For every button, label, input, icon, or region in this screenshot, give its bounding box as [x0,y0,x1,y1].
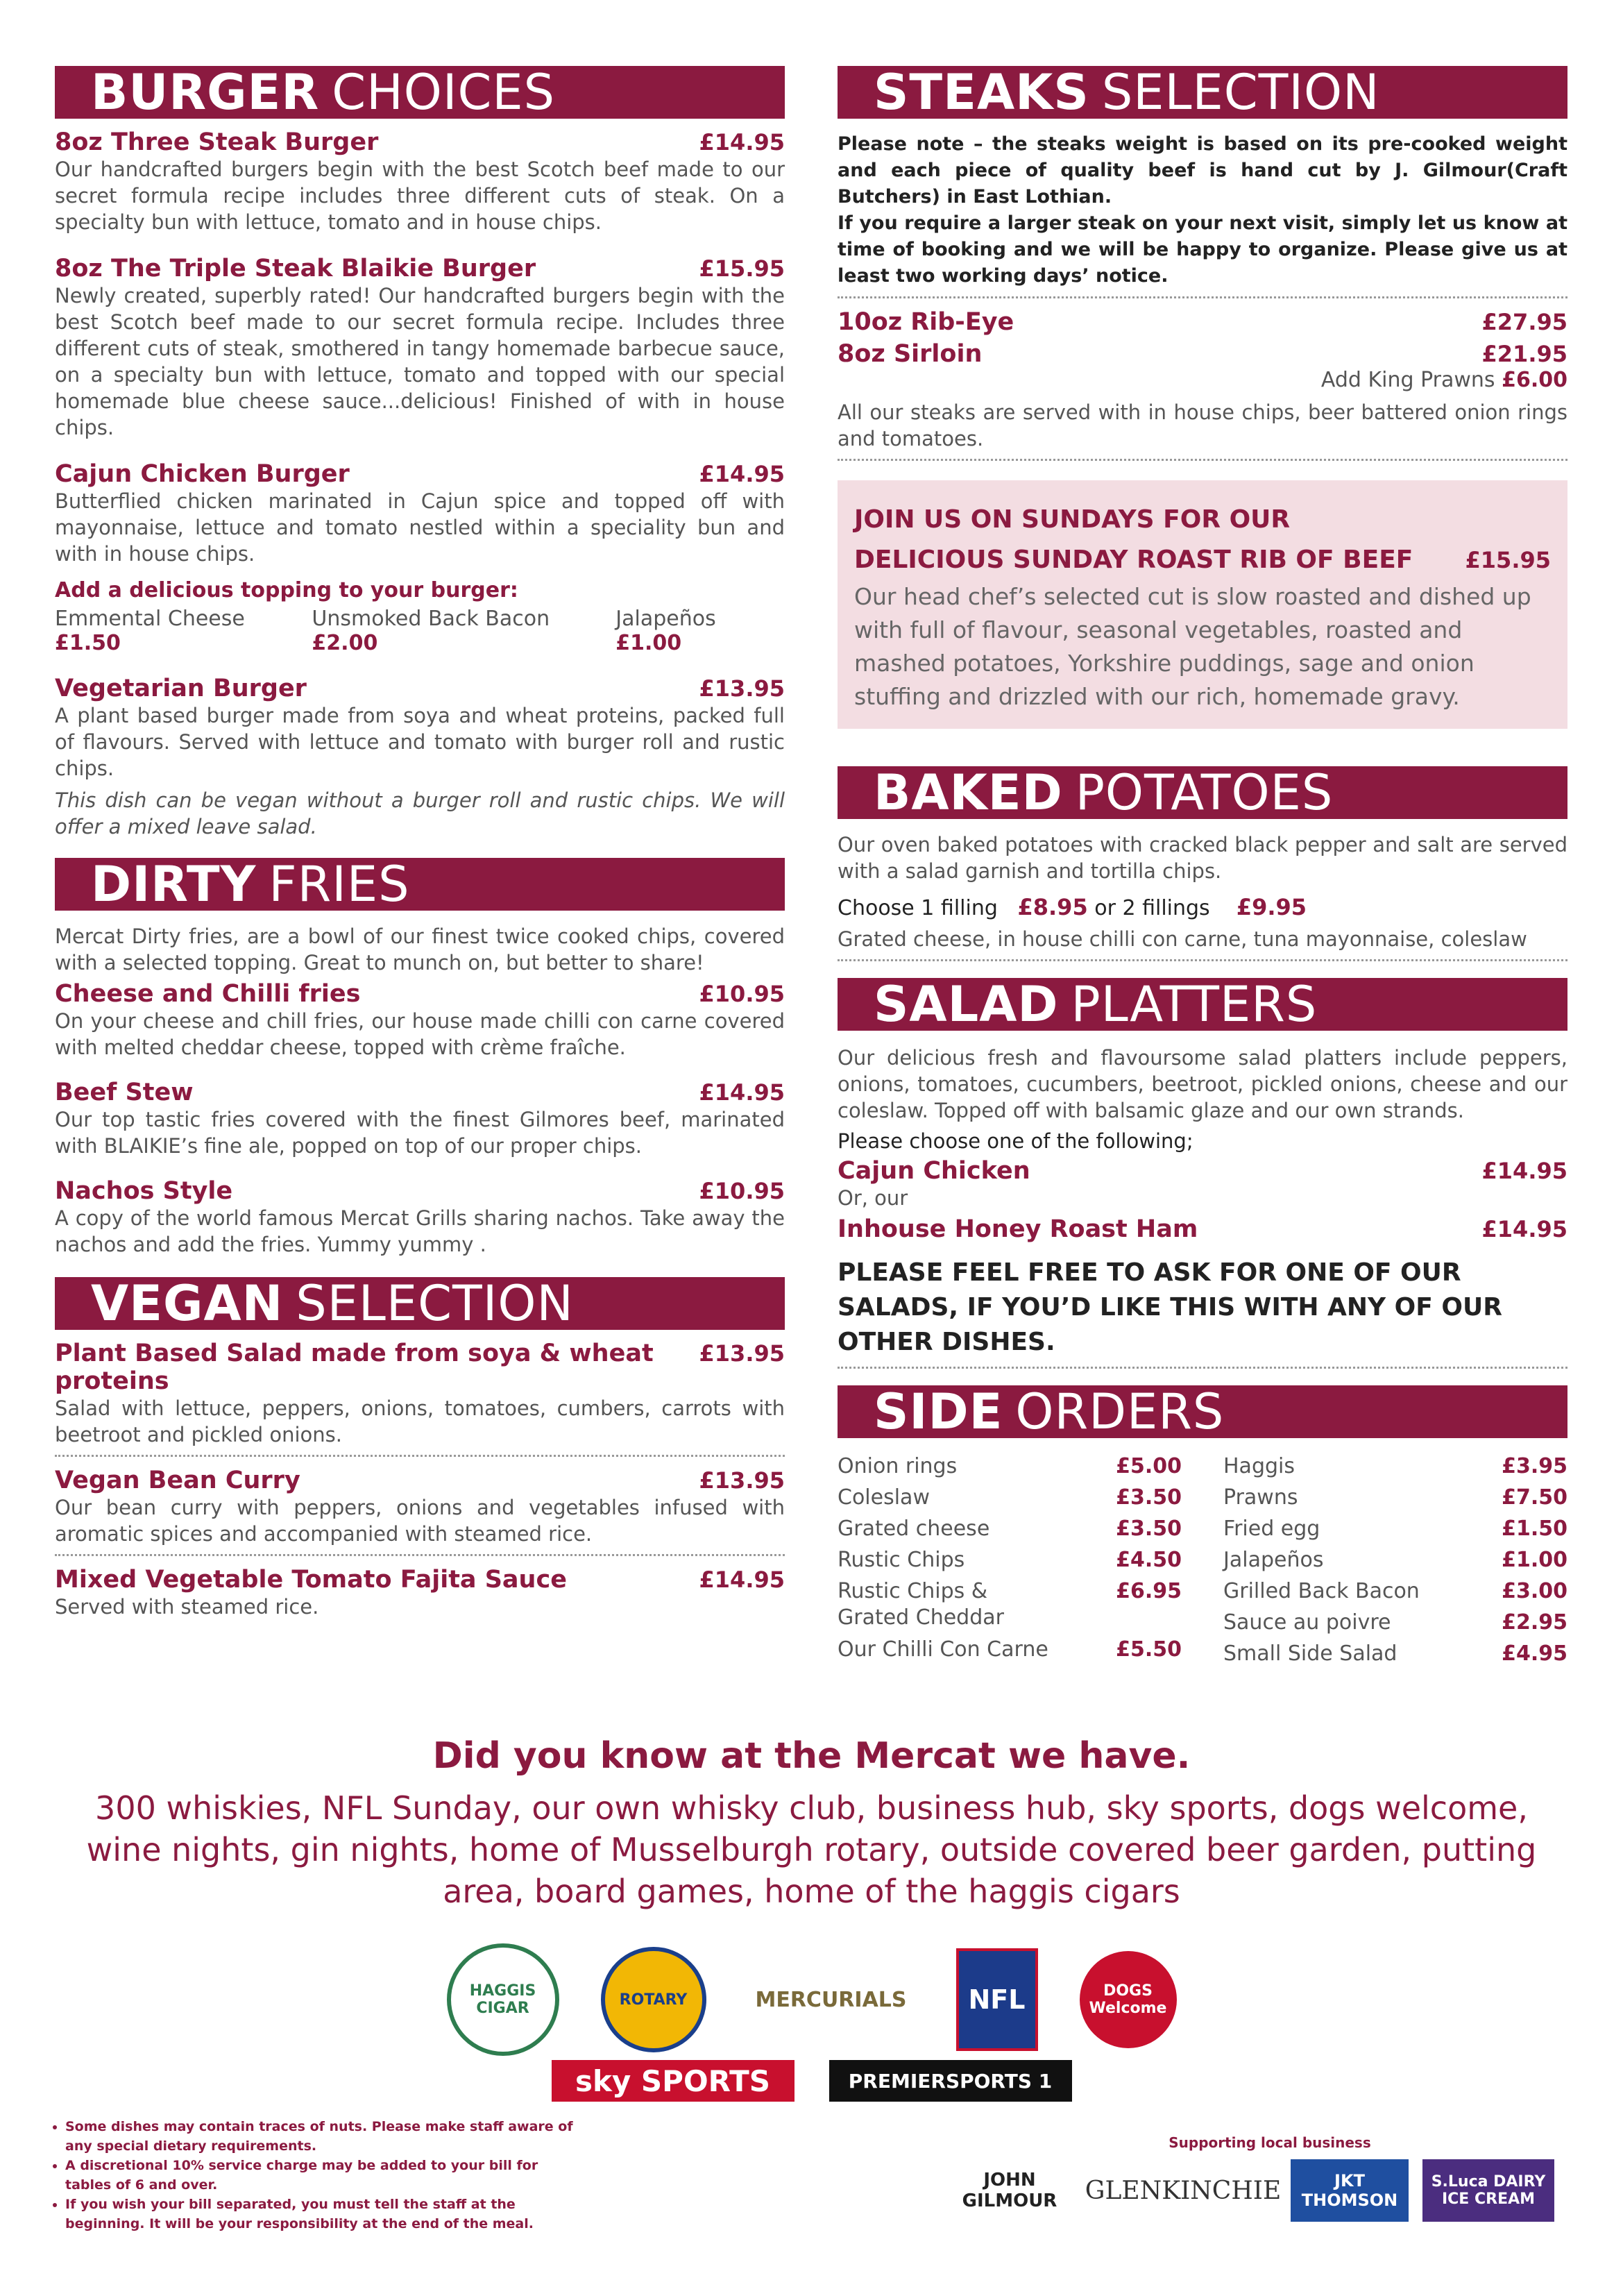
sides-left [838,1451,1182,1669]
side-item: Grated cheese £3.50 [838,1517,1182,1541]
footnote: • If you wish your bill separated, you must tell the staff at the beginning. It will be your responsibility at the end of the meal. [65,2195,576,2234]
john-gilmour-logo: JOHN GILMOUR [962,2170,1057,2211]
salad-item: Inhouse Honey Roast Ham £14.95 [838,1215,1567,1243]
side-item: Small Side Salad £4.95 [1223,1641,1567,1666]
support-logos [944,2159,1596,2222]
burger-item [55,128,785,235]
support-label: Supporting local business [1169,2134,1371,2151]
sides-table [838,1451,1567,1669]
side-item: Jalapeños £1.00 [1223,1548,1567,1572]
dogs-welcome-logo: DOGS Welcome [1080,1951,1177,2048]
fries-intro: Mercat Dirty fries, are a bowl of our finest twice cooked chips, covered with a selected topping. Great to munch on, but better to share! [55,925,785,974]
salad-intro: Our delicious fresh and flavoursome salad platters include peppers, onions, tomatoes, cucumbers, beetroot, pickled onions, cheese and our coleslaw. Topped off with balsamic glaze and our own strands. [838,1046,1567,1122]
item-price: £15.95 [699,255,785,282]
salad-ask: PLEASE FEEL FREE TO ASK FOR ONE OF OUR SALADS, IF YOU’D LIKE THIS WITH ANY OF OUR OTHER DISHES. [838,1258,1502,1356]
steaks-note: If you require a larger steak on your next visit, simply let us know at time of booking and we will be happy to organize. Please give us at least two working days’ notice. [838,212,1567,287]
item-desc: Our handcrafted burgers begin with the best Scotch beef made to our secret formula recipe includes three different cuts of steak. On a specialty bun with lettuce, tomato and in house chips. [55,158,785,234]
burger-item [55,460,785,567]
vegan-banner: VEGAN SELECTION [55,1277,785,1330]
haggis-cigar-logo: HAGGIS CIGAR [447,1943,559,2056]
salad-item: Cajun Chicken £14.95 [838,1157,1567,1185]
divider [55,1554,785,1556]
divider [838,296,1567,298]
burger-title-light: CHOICES [332,66,556,119]
divider [838,959,1567,961]
fries-item: Cheese and Chilli fries £10.95 On your cheese and chill fries, our house made chilli con carne covered with melted cheddar cheese, topped with crème fraîche. [55,980,785,1059]
side-item: Prawns £7.50 [1223,1485,1567,1510]
vegan-item: Plant Based Salad made from soya & wheat proteins £13.95 Salad with lettuce, peppers, onions, tomatoes, cumbers, carrots with beetroot and pickled onions. [55,1340,785,1446]
sunday-price: £15.95 [1465,547,1551,573]
item-name: Cajun Chicken Burger [55,460,350,488]
fries-banner: DIRTY FRIES [55,858,785,911]
sides-right [1223,1451,1567,1669]
footnote: • A discretional 10% service charge may be added to your bill for tables of 6 and over. [65,2156,576,2195]
item-desc: A plant based burger made from soya and wheat proteins, packed full of flavours. Served with lettuce and tomato with burger roll and rustic chips. [55,704,785,780]
side-item: Rustic Chips & Grated Cheddar £6.95 [838,1579,1182,1630]
divider [838,459,1567,461]
topping-title: Add a delicious topping to your burger: [55,578,518,602]
side-item: Fried egg £1.50 [1223,1517,1567,1541]
salad-banner: SALAD PLATTERS [838,978,1567,1031]
item-name: 8oz Three Steak Burger [55,128,379,156]
mercurials-logo: MERCURIALS [755,1987,907,2012]
steaks-served: All our steaks are served with in house chips, beer battered onion rings and tomatoes. [838,400,1567,450]
side-item: Coleslaw £3.50 [838,1485,1182,1510]
item-desc: Butterflied chicken marinated in Cajun spice and topped off with mayonnaise, lettuce and tomato nestled within a speciality bun and with in house chips. [55,489,785,566]
item-desc: Newly created, superbly rated! Our handcrafted burgers begin with the best Scotch beef made to our secret formula recipe. Includes three different cuts of steak, smothered in tangy homemade barbecue sauce, on a specialty bun with lettuce, tomato and topped with our special homemade blue cheese sauce...delicious! Finished of with in house chips. [55,284,785,439]
baked-fillings: Grated cheese, in house chilli con carne, tuna mayonnaise, coleslaw [838,927,1527,951]
salad-choose: Please choose one of the following; [838,1129,1193,1153]
topping: Jalapeños £1.00 [615,607,716,655]
side-item: Rustic Chips £4.50 [838,1548,1182,1572]
sports-logos-row [0,2060,1623,2102]
baked-banner: BAKED POTATOES [838,766,1567,819]
side-item: Onion rings £5.00 [838,1454,1182,1478]
supporting-local-business [944,2134,1596,2222]
did-you-know-text: 300 whiskies, NFL Sunday, our own whisky club, business hub, sky sports, dogs welcome, wine nights, gin nights, home of Musselburgh rotary, outside covered beer garden, putting area, board games, home of the haggis cigars [86,1789,1537,1910]
side-item: Haggis £3.95 [1223,1454,1567,1478]
toppings-row [55,607,785,655]
side-item: Our Chilli Con Carne £5.50 [838,1637,1182,1662]
rotary-logo: ROTARY [601,1947,706,2052]
vegan-item: Vegan Bean Curry £13.95 Our bean curry with peppers, onions and vegetables infused with aromatic spices and accompanied with steamed rice. [55,1467,785,1546]
sunday-roast-box [838,480,1567,729]
logos-row [0,1943,1623,2056]
divider [55,1455,785,1457]
nfl-logo: NFL [956,1948,1038,2051]
topping: Emmental Cheese £1.50 [55,607,245,655]
left-column [55,66,785,1620]
burger-banner [55,66,785,119]
sunday-desc: Our head chef’s selected cut is slow roasted and dished up with full of flavour, seasonal vegetables, roasted and mashed potatoes, Yorkshire puddings, sage and onion stuffing and drizzled with our rich, homemade gravy. [854,583,1531,710]
divider [838,1367,1567,1369]
item-note: This dish can be vegan without a burger roll and rustic chips. We will offer a mixed leave salad. [55,788,785,838]
did-you-know-title: Did you know at the Mercat we have. [432,1735,1191,1777]
item-price: £13.95 [699,675,785,702]
sky-sports-logo: sky SPORTS [552,2060,794,2102]
side-item: Grilled Back Bacon £3.00 [1223,1579,1567,1603]
right-column [838,66,1567,1669]
baked-choose: Choose 1 filling £8.95 or 2 fillings £9.95 [838,894,1307,920]
footnote: • Some dishes may contain traces of nuts. Please make staff aware of any special dietary requirements. [65,2117,576,2156]
glenkinchie-logo: GLENKINCHIE [1085,2176,1282,2205]
steak-item: 10oz Rib-Eye £27.95 [838,308,1567,336]
topping: Unsmoked Back Bacon £2.00 [312,607,550,655]
item-name: Vegetarian Burger [55,675,307,702]
burger-title-bold: BURGER [91,66,320,119]
salad-or: Or, our [838,1186,908,1210]
footnotes [49,2117,576,2234]
steak-item: 8oz Sirloin £21.95 [838,340,1567,368]
steaks-banner: STEAKS SELECTION [838,66,1567,119]
item-name: 8oz The Triple Steak Blaikie Burger [55,255,536,282]
burger-item [55,255,785,441]
steaks-note: Please note – the steaks weight is based on its pre-cooked weight and each piece of quality beef is hand cut by J. Gilmour(Craft Butchers) in East Lothian. [838,133,1567,208]
jkt-thomson-logo: JKT THOMSON [1291,2159,1409,2222]
vegan-item: Mixed Vegetable Tomato Fajita Sauce £14.95 Served with steamed rice. [55,1566,785,1619]
item-price: £14.95 [699,129,785,155]
sunday-title: JOIN US ON SUNDAYS FOR OUR [854,505,1291,534]
side-item: Sauce au poivre £2.95 [1223,1610,1567,1635]
fries-item: Beef Stew £14.95 Our top tastic fries covered with the finest Gilmores beef, marinated with BLAIKIE’s fine ale, popped on top of our proper chips. [55,1079,785,1158]
baked-intro: Our oven baked potatoes with cracked black pepper and salt are served with a salad garnish and tortilla chips. [838,833,1567,883]
sunday-title: DELICIOUS SUNDAY ROAST RIB OF BEEF [854,546,1413,574]
steak-addon: Add King Prawns £6.00 [1320,368,1567,392]
sides-banner: SIDE ORDERS [838,1385,1567,1438]
burger-item-vegetarian [55,675,785,840]
item-price: £14.95 [699,461,785,487]
premier-sports-logo: PREMIERSPORTS 1 [829,2060,1072,2102]
fries-item: Nachos Style £10.95 A copy of the world famous Mercat Grills sharing nachos. Take away the nachos and add the fries. Yummy yummy . [55,1177,785,1256]
s-luca-logo: S.Luca DAIRY ICE CREAM [1422,2159,1554,2222]
